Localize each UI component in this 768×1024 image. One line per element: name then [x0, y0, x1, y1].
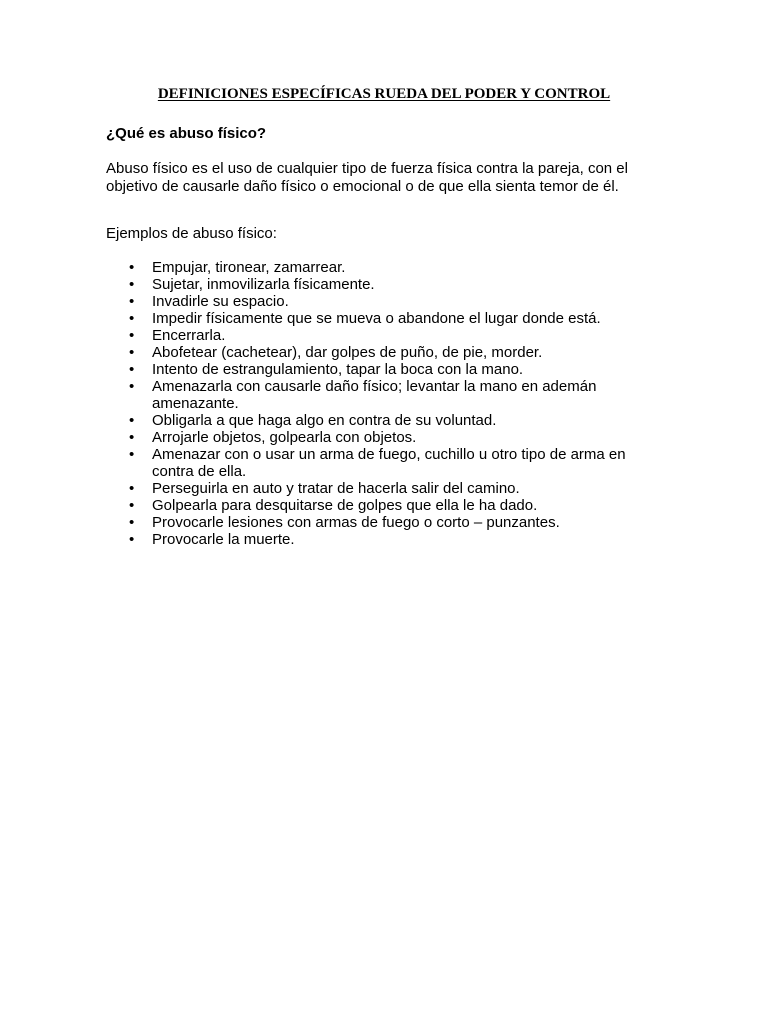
bullet-icon: • [129, 259, 135, 276]
list-item-text: Empujar, tironear, zamarrear. [152, 259, 346, 276]
list-item-text: Obligarla a que haga algo en contra de su voluntad. [152, 412, 497, 429]
bullet-icon: • [129, 446, 135, 463]
list-item-text: Amenazarla con causarle daño físico; levantar la mano en ademán amenazante. [152, 378, 597, 412]
bullet-icon: • [129, 361, 135, 378]
list-item-text: Impedir físicamente que se mueva o abandone el lugar donde está. [152, 310, 601, 327]
list-item [106, 429, 646, 446]
list-item [106, 259, 646, 276]
bullet-icon: • [129, 531, 135, 548]
bullet-icon: • [129, 327, 135, 344]
bullet-icon: • [129, 429, 135, 446]
definition-paragraph: Abuso físico es el uso de cualquier tipo de fuerza física contra la pareja, con el objetivo de causarle daño físico o emocional o de que ella sienta temor de él. [106, 160, 628, 195]
list-item [106, 412, 646, 429]
list-item-text: Golpearla para desquitarse de golpes que ella le ha dado. [152, 497, 538, 514]
list-item-text: Provocarle lesiones con armas de fuego o corto – punzantes. [152, 514, 560, 531]
list-item-text: Abofetear (cachetear), dar golpes de puño, de pie, morder. [152, 344, 543, 361]
list-item [106, 514, 646, 531]
list-item [106, 446, 646, 480]
list-item-text: Sujetar, inmovilizarla físicamente. [152, 276, 375, 293]
bullet-icon: • [129, 412, 135, 429]
bullet-icon: • [129, 378, 135, 395]
bullet-icon: • [129, 310, 135, 327]
list-item [106, 378, 646, 412]
bullet-icon: • [129, 480, 135, 497]
list-item-text: Perseguirla en auto y tratar de hacerla salir del camino. [152, 480, 520, 497]
list-item [106, 497, 646, 514]
examples-list [106, 259, 646, 548]
list-item [106, 344, 646, 361]
section-question: ¿Qué es abuso físico? [106, 125, 267, 142]
list-item-text: Provocarle la muerte. [152, 531, 295, 548]
bullet-icon: • [129, 276, 135, 293]
bullet-icon: • [129, 344, 135, 361]
list-item-text: Intento de estrangulamiento, tapar la boca con la mano. [152, 361, 524, 378]
list-item [106, 310, 646, 327]
list-item-text: Encerrarla. [152, 327, 226, 344]
list-item [106, 531, 646, 548]
document-title: DEFINICIONES ESPECÍFICAS RUEDA DEL PODER Y CONTROL [157, 86, 611, 102]
list-item [106, 276, 646, 293]
list-item-text: Arrojarle objetos, golpearla con objetos. [152, 429, 417, 446]
list-item [106, 327, 646, 344]
bullet-icon: • [129, 514, 135, 531]
list-item [106, 480, 646, 497]
list-item [106, 361, 646, 378]
list-item-text: Invadirle su espacio. [152, 293, 289, 310]
examples-heading: Ejemplos de abuso físico: [106, 225, 277, 242]
bullet-icon: • [129, 497, 135, 514]
bullet-icon: • [129, 293, 135, 310]
list-item-text: Amenazar con o usar un arma de fuego, cuchillo u otro tipo de arma en contra de ella. [152, 446, 626, 480]
list-item [106, 293, 646, 310]
